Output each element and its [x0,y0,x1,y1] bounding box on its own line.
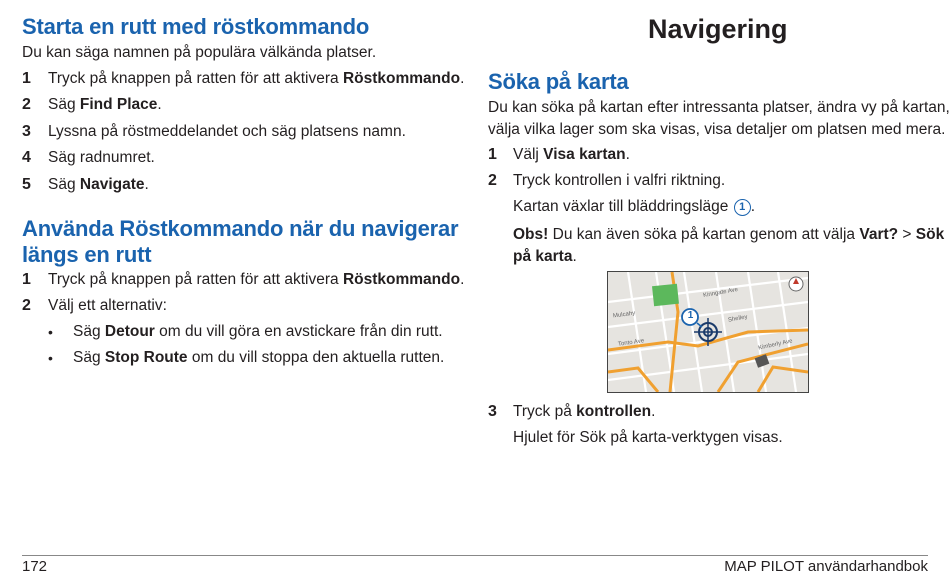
bullet-text: Säg Detour om du vill göra en avstickare från din rutt. [73,323,443,340]
step-number: 3 [22,123,31,140]
step-text: Säg Find Place. [48,96,162,113]
map-callout-label: 1 [687,310,694,321]
page-number: 172 [22,558,48,575]
step-text: Lyssna på röstmeddelandet och säg platsens namn. [48,123,406,140]
step-text: Tryck på knappen på ratten för att aktivera Röstkommando. [48,271,465,288]
section-title-voice-route: Starta en rutt med röstkommando [22,14,370,39]
map-street-label: Kimberly Ave [757,338,794,352]
section-title-voice-navigating: Använda Röstkommando när du navigerar längs en rutt [22,216,459,267]
step-text: Säg Navigate. [48,176,149,193]
step-number: 2 [22,96,31,113]
callout-marker: 1 [734,199,751,216]
step-subtext: Hjulet för Sök på karta-verktygen visas. [513,429,783,446]
chapter-title: Navigering [648,14,788,44]
step-number: 2 [488,172,497,189]
step-number: 1 [22,70,31,87]
step-subtext: Kartan växlar till bläddringsläge 1 . [513,198,756,215]
map-street-label: Shelley [727,314,749,324]
step-text: Välj ett alternativ: [48,297,167,314]
step-number: 5 [22,176,31,193]
section-intro: Du kan säga namnen på populära välkända platser. [22,44,377,61]
footer-divider [22,555,928,556]
map-street-label: Mulcahy [612,310,636,320]
map-screenshot [607,271,809,393]
step-text: Välj Visa kartan. [513,146,630,163]
step-text: Tryck på knappen på ratten för att aktivera Röstkommando. [48,70,465,87]
manual-title: MAP PILOT användarhandbok [724,558,928,575]
section-intro: Du kan söka på kartan efter intressanta platser, ändra vy på kartan, välja vilka lager som ska visas, visa detaljer om platsen med mera. [488,99,950,138]
bullet-marker: • [48,350,53,366]
map-street-label: Kinngate Ave [702,286,739,300]
step-number: 1 [22,271,31,288]
step-text: Säg radnumret. [48,149,155,166]
step-text: Tryck på kontrollen. [513,403,656,420]
step-text: Tryck kontrollen i valfri riktning. [513,172,726,189]
note-label: Obs! [513,226,549,243]
bullet-marker: • [48,324,53,340]
map-illustration [608,272,808,392]
map-street-label: Tonto Ave [617,338,645,348]
step-number: 1 [488,146,497,163]
step-number: 4 [22,149,31,166]
section-title-map-search: Söka på karta [488,69,629,94]
step-number: 3 [488,403,497,420]
step-number: 2 [22,297,31,314]
bullet-text: Säg Stop Route om du vill stoppa den aktuella rutten. [73,349,445,366]
note: Obs! Du kan även söka på kartan genom att välja Vart? > Sök på karta. [513,226,945,265]
